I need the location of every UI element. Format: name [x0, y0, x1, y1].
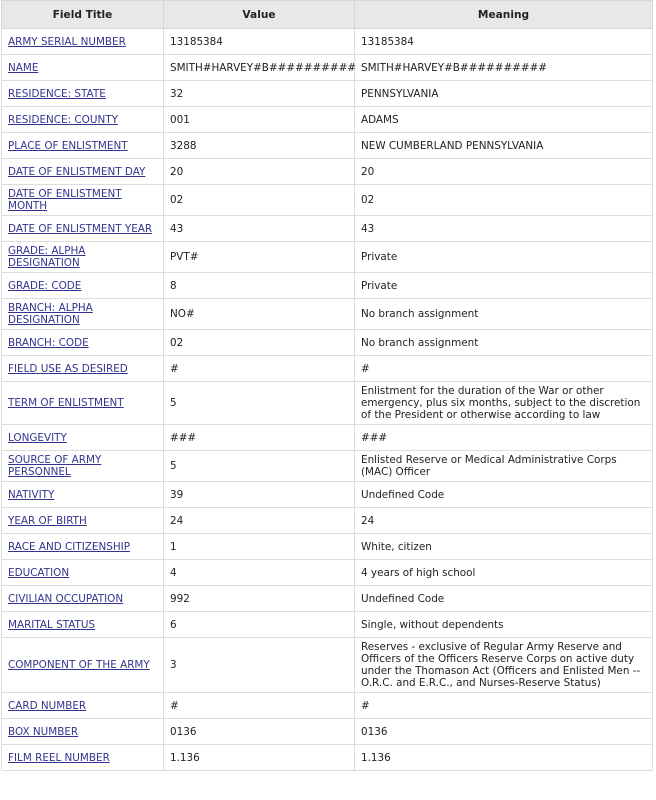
value-cell: 1.136 [164, 745, 355, 771]
field-title-cell [2, 612, 164, 638]
value-cell: 4 [164, 560, 355, 586]
field-title-cell [2, 508, 164, 534]
field-title-cell [2, 745, 164, 771]
table-row [2, 242, 653, 273]
table-row [2, 159, 653, 185]
field-title-cell [2, 216, 164, 242]
field-title-link[interactable]: MARITAL STATUS [8, 618, 96, 631]
meaning-cell: Private [355, 242, 653, 273]
value-cell: # [164, 693, 355, 719]
table-row [2, 719, 653, 745]
field-title-link[interactable]: DATE OF ENLISTMENT MONTH [8, 188, 122, 212]
field-title-cell [2, 330, 164, 356]
field-title-link[interactable]: SOURCE OF ARMY PERSONNEL [8, 454, 102, 478]
value-cell: 20 [164, 159, 355, 185]
meaning-cell: ### [355, 425, 653, 451]
field-title-link[interactable]: NAME [8, 61, 39, 74]
meaning-cell: 13185384 [355, 29, 653, 55]
field-title-link[interactable]: BRANCH: CODE [8, 336, 89, 349]
meaning-cell: PENNSYLVANIA [355, 81, 653, 107]
field-title-link[interactable]: CARD NUMBER [8, 699, 87, 712]
table-row [2, 612, 653, 638]
meaning-cell: 1.136 [355, 745, 653, 771]
field-title-link[interactable]: BRANCH: ALPHA DESIGNATION [8, 302, 93, 326]
meaning-cell: # [355, 693, 653, 719]
meaning-cell: 0136 [355, 719, 653, 745]
meaning-cell: Reserves - exclusive of Regular Army Reserve and Officers of the Officers Reserve Corps on active duty under the Thomason Act (Officers and Enlisted Men -- O.R.C. and E.R.C., and Nurses-Reserve Status) [355, 638, 653, 693]
field-title-link[interactable]: EDUCATION [8, 566, 70, 579]
table-row [2, 55, 653, 81]
field-title-cell [2, 159, 164, 185]
field-title-link[interactable]: ARMY SERIAL NUMBER [8, 35, 126, 48]
table-row [2, 216, 653, 242]
field-title-link[interactable]: RESIDENCE: STATE [8, 87, 106, 100]
field-title-cell [2, 55, 164, 81]
header-meaning: Meaning [355, 1, 653, 29]
field-title-cell [2, 425, 164, 451]
value-cell: 6 [164, 612, 355, 638]
meaning-cell: 20 [355, 159, 653, 185]
field-title-cell [2, 638, 164, 693]
meaning-cell: Undefined Code [355, 482, 653, 508]
meaning-cell: No branch assignment [355, 330, 653, 356]
field-title-cell [2, 81, 164, 107]
meaning-cell: Enlisted Reserve or Medical Administrative Corps (MAC) Officer [355, 451, 653, 482]
field-title-cell [2, 107, 164, 133]
record-table [1, 0, 653, 771]
meaning-cell: ADAMS [355, 107, 653, 133]
value-cell: 5 [164, 382, 355, 425]
table-row [2, 586, 653, 612]
value-cell: 39 [164, 482, 355, 508]
field-title-link[interactable]: COMPONENT OF THE ARMY [8, 659, 150, 671]
value-cell: 3288 [164, 133, 355, 159]
table-row [2, 107, 653, 133]
value-cell: 3 [164, 638, 355, 693]
meaning-cell: Enlistment for the duration of the War or other emergency, plus six months, subject to the discretion of the President or otherwise according to law [355, 382, 653, 425]
field-title-link[interactable]: FILM REEL NUMBER [8, 751, 110, 764]
table-row [2, 534, 653, 560]
table-row [2, 693, 653, 719]
field-title-cell [2, 482, 164, 508]
field-title-link[interactable]: GRADE: CODE [8, 279, 82, 292]
field-title-cell [2, 185, 164, 216]
value-cell: 001 [164, 107, 355, 133]
field-title-cell [2, 719, 164, 745]
meaning-cell: 02 [355, 185, 653, 216]
meaning-cell: White, citizen [355, 534, 653, 560]
value-cell: 32 [164, 81, 355, 107]
value-cell: # [164, 356, 355, 382]
value-cell: 5 [164, 451, 355, 482]
meaning-cell: 43 [355, 216, 653, 242]
table-row [2, 638, 653, 693]
table-row [2, 133, 653, 159]
field-title-link[interactable]: YEAR OF BIRTH [8, 514, 87, 527]
meaning-cell: 4 years of high school [355, 560, 653, 586]
table-row [2, 330, 653, 356]
meaning-cell: Private [355, 273, 653, 299]
header-value: Value [164, 1, 355, 29]
value-cell: 02 [164, 185, 355, 216]
value-cell: 24 [164, 508, 355, 534]
value-cell: SMITH#HARVEY#B########## [164, 55, 355, 81]
value-cell: PVT# [164, 242, 355, 273]
value-cell: NO# [164, 299, 355, 330]
header-row [2, 1, 653, 29]
field-title-cell [2, 586, 164, 612]
value-cell: 13185384 [164, 29, 355, 55]
table-row [2, 745, 653, 771]
field-title-cell [2, 382, 164, 425]
field-title-link[interactable]: DATE OF ENLISTMENT YEAR [8, 222, 153, 235]
field-title-cell [2, 299, 164, 330]
field-title-cell [2, 560, 164, 586]
value-cell: 43 [164, 216, 355, 242]
table-body [2, 29, 653, 771]
table-row [2, 382, 653, 425]
field-title-link[interactable]: FIELD USE AS DESIRED [8, 362, 128, 375]
meaning-cell: 24 [355, 508, 653, 534]
field-title-cell [2, 133, 164, 159]
field-title-link[interactable]: RACE AND CITIZENSHIP [8, 540, 130, 553]
meaning-cell: # [355, 356, 653, 382]
field-title-link[interactable]: NATIVITY [8, 488, 55, 501]
field-title-cell [2, 242, 164, 273]
field-title-cell [2, 451, 164, 482]
field-title-cell [2, 29, 164, 55]
value-cell: 0136 [164, 719, 355, 745]
table-row [2, 81, 653, 107]
field-title-cell [2, 534, 164, 560]
field-title-cell [2, 356, 164, 382]
field-title-cell [2, 273, 164, 299]
meaning-cell: SMITH#HARVEY#B########## [355, 55, 653, 81]
value-cell: 992 [164, 586, 355, 612]
table-row [2, 451, 653, 482]
field-title-link[interactable]: RESIDENCE: COUNTY [8, 113, 118, 126]
value-cell: 8 [164, 273, 355, 299]
field-title-link[interactable]: TERM OF ENLISTMENT [8, 397, 124, 409]
field-title-link[interactable]: CIVILIAN OCCUPATION [8, 592, 124, 605]
meaning-cell: NEW CUMBERLAND PENNSYLVANIA [355, 133, 653, 159]
table-row [2, 508, 653, 534]
meaning-cell: Undefined Code [355, 586, 653, 612]
table-row [2, 425, 653, 451]
field-title-link[interactable]: PLACE OF ENLISTMENT [8, 139, 128, 152]
header-field-title: Field Title [2, 1, 164, 29]
field-title-cell [2, 693, 164, 719]
field-title-link[interactable]: BOX NUMBER [8, 725, 79, 738]
value-cell: 1 [164, 534, 355, 560]
value-cell: 02 [164, 330, 355, 356]
value-cell: ### [164, 425, 355, 451]
table-row [2, 185, 653, 216]
meaning-cell: Single, without dependents [355, 612, 653, 638]
table-row [2, 29, 653, 55]
table-row [2, 356, 653, 382]
table-row [2, 482, 653, 508]
table-row [2, 273, 653, 299]
field-title-link[interactable]: DATE OF ENLISTMENT DAY [8, 165, 146, 178]
field-title-link[interactable]: GRADE: ALPHA DESIGNATION [8, 245, 86, 269]
field-title-link[interactable]: LONGEVITY [8, 431, 67, 444]
meaning-cell: No branch assignment [355, 299, 653, 330]
table-row [2, 560, 653, 586]
table-row [2, 299, 653, 330]
